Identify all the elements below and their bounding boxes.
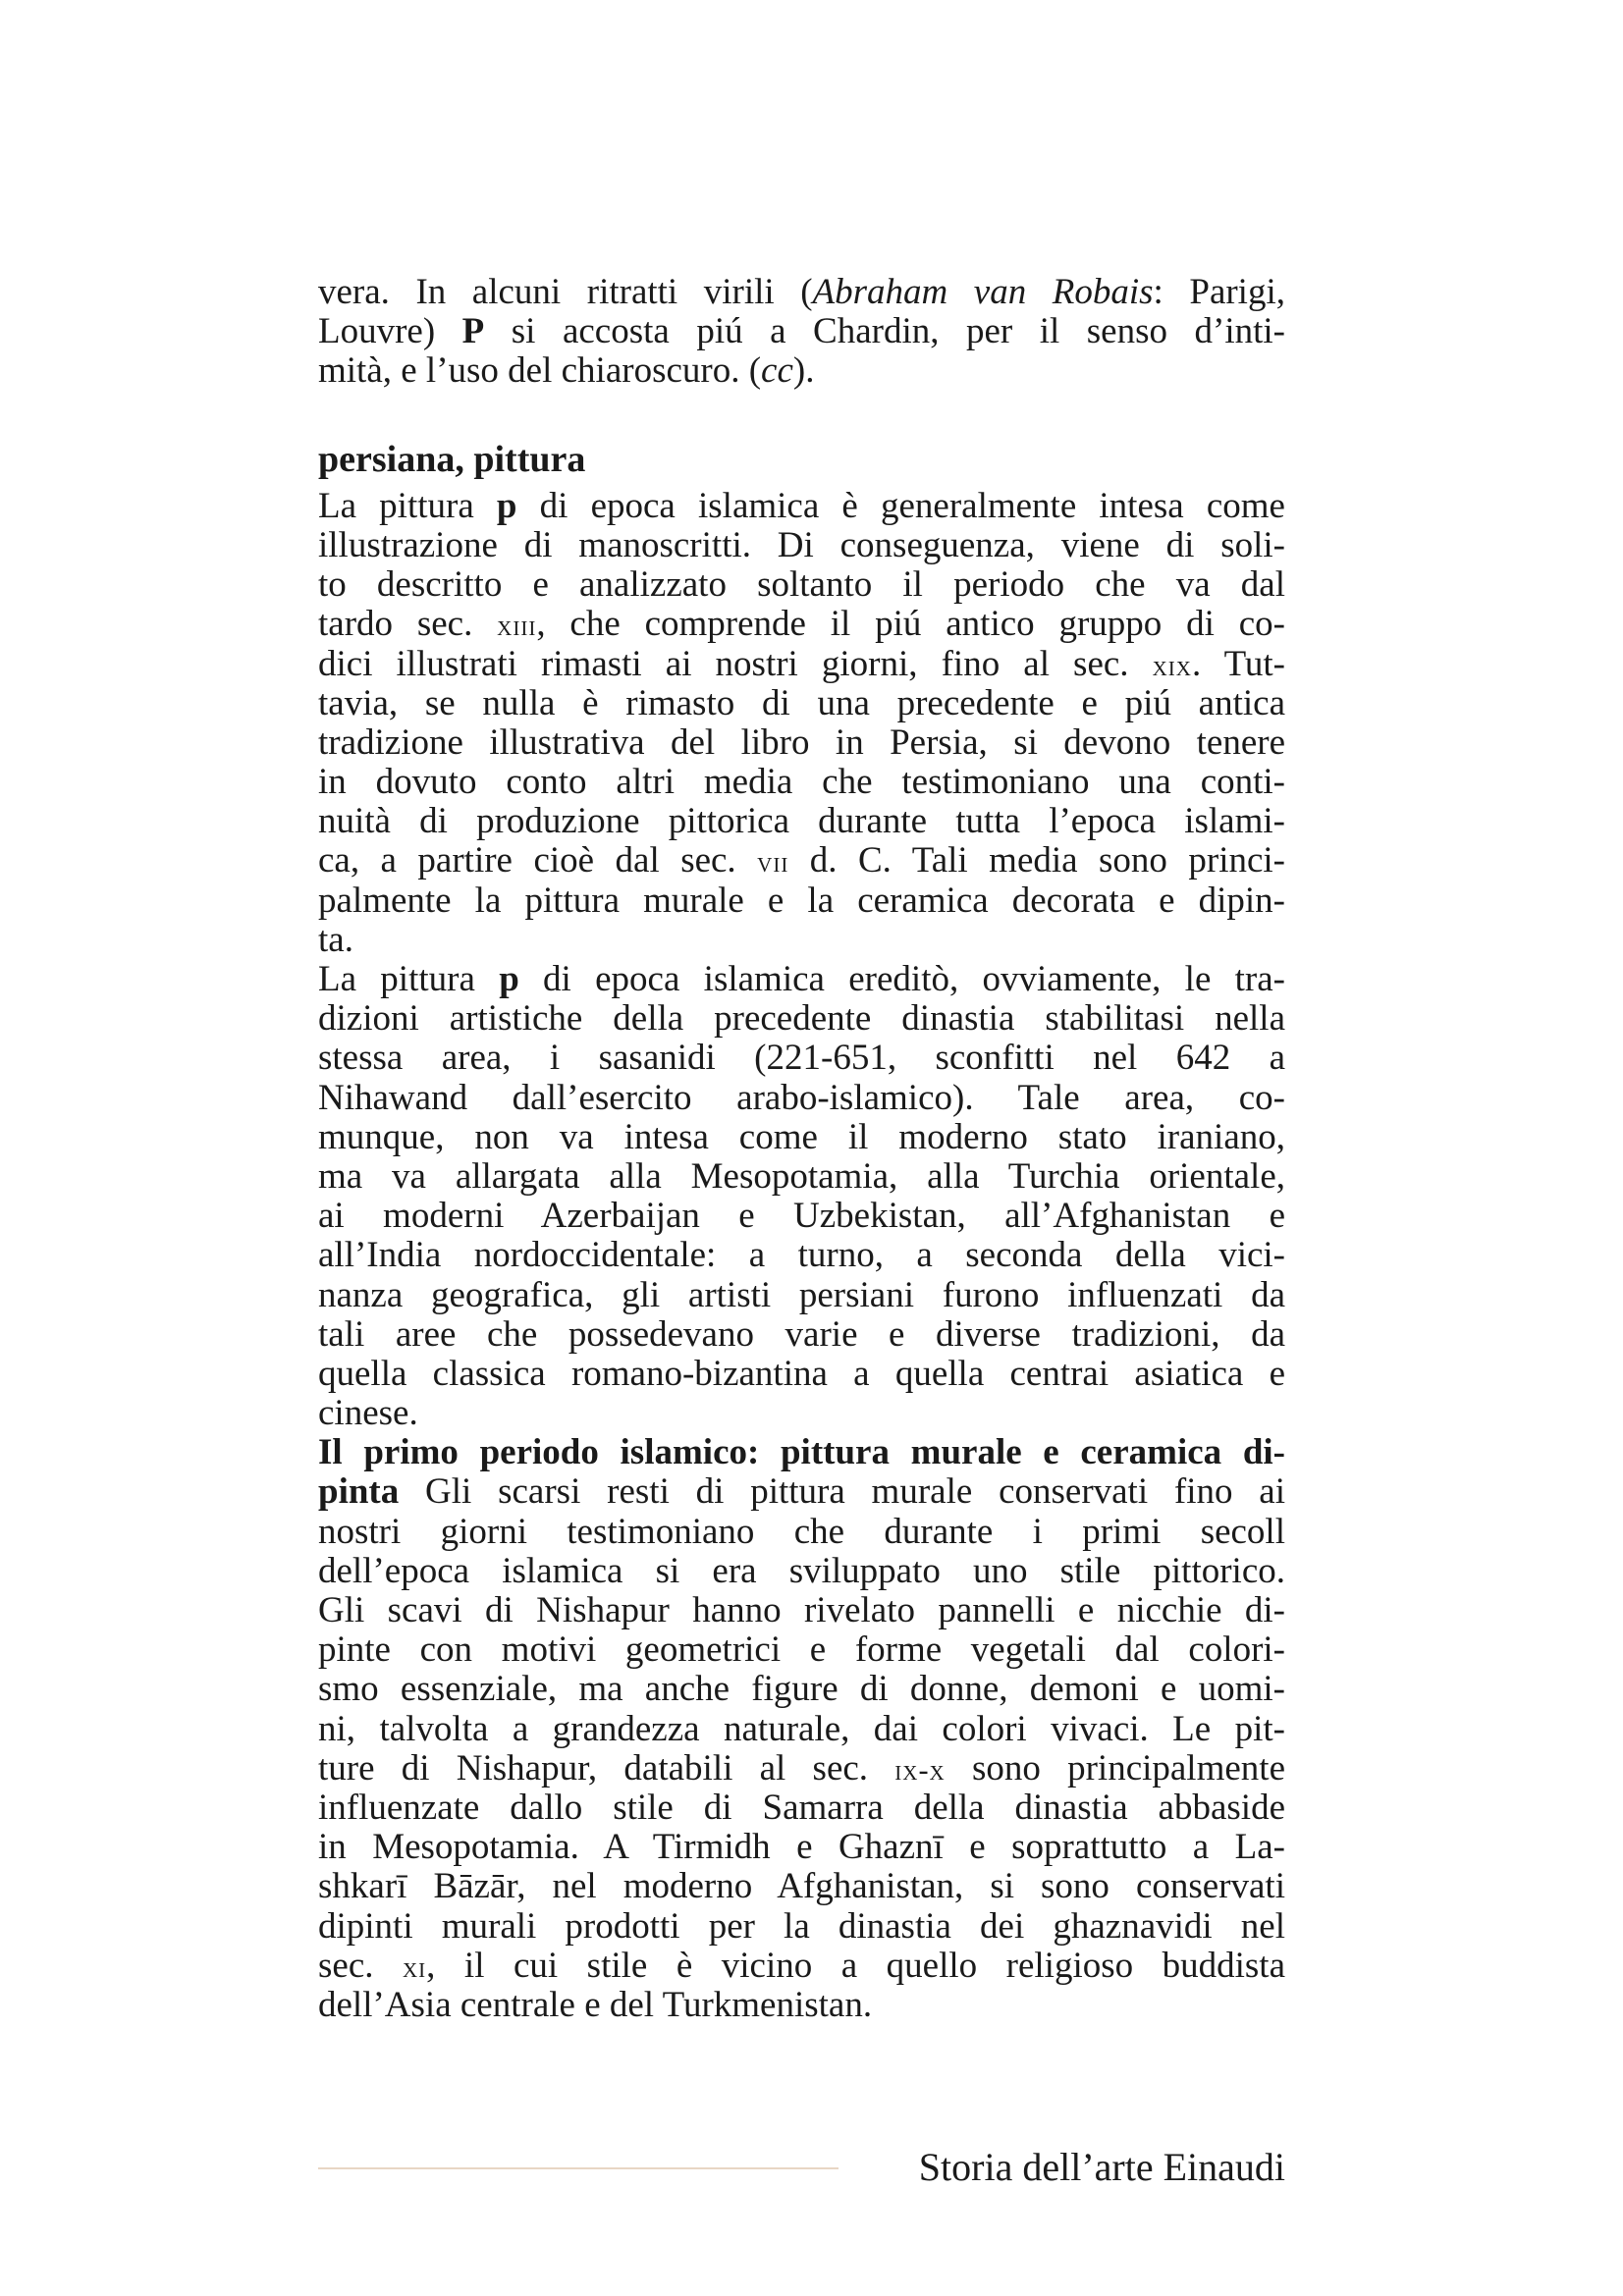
paragraph-2 [318, 960, 1285, 1433]
text-line: nostri giorni testimoniano che durante i primi secoll [318, 1511, 1285, 1552]
paragraph-1 [318, 487, 1285, 960]
section-heading [318, 1433, 1285, 1472]
text-line: nuità di produzione pittorica durante tutta l’epoca islami- [318, 801, 1285, 842]
text-line: dipinti murali prodotti per la dinastia dei ghaznavidi nel [318, 1905, 1285, 1947]
text-line: dizioni artistiche della precedente dinastia stabilitasi nella [318, 998, 1285, 1040]
page-footer [318, 2143, 1285, 2192]
text-line: dell’epoca islamica si era sviluppato uno stile pittorico. [318, 1550, 1285, 1591]
text-span: Gli scarsi resti di pittura murale conservati fino ai [399, 1471, 1285, 1513]
text-line: stessa area, i sasanidi (221-651, sconfitti nel 642 a [318, 1038, 1285, 1079]
text-line: illustrazione di manoscritti. Di conseguenza, viene di soli- [318, 524, 1285, 565]
text-line: ca, a partire cioè dal sec. vii d. C. Tali media sono princi- [318, 840, 1286, 881]
text-line: in Mesopotamia. A Tirmidh e Ghaznī e soprattutto a La- [318, 1827, 1285, 1868]
author-signature: cc [761, 350, 793, 392]
text-line [318, 1472, 1285, 1512]
bold-abbrev: p [499, 959, 519, 999]
footer-rule [318, 2167, 839, 2169]
text-line: ture di Nishapur, databili al sec. ix-x sono principalmente [318, 1747, 1285, 1789]
text-line: La pittura p di epoca islamica ereditò, ovviamente, le tra- [318, 959, 1285, 999]
century-numeral: vii [757, 845, 789, 880]
text-line: Nihawand dall’esercito arabo-islamico). Tale area, co- [318, 1077, 1285, 1118]
bold-abbrev: p [496, 485, 517, 526]
text-line: pinte con motivi geometrici e forme vegetali dal colori- [318, 1629, 1285, 1671]
century-numeral: ix-x [894, 1752, 946, 1787]
text-line: dell’Asia centrale e del Turkmenistan. [318, 1984, 873, 2025]
text-line: to descritto e analizzato soltanto il periodo che va dal [318, 564, 1285, 606]
paragraph-3 [318, 1433, 1285, 2025]
footer-title: Storia dell’arte Einaudi [918, 2145, 1285, 2189]
text-line: ni, talvolta a grandezza naturale, dai colori vivaci. Le pit- [318, 1708, 1285, 1749]
text-line: vera. In alcuni ritratti virili (Abraham van Robais: Parigi, [318, 272, 1285, 312]
text-line: all’India nordoccidentale: a turno, a seconda della vici- [318, 1235, 1285, 1276]
text-line: ta. [318, 919, 353, 960]
century-numeral: xi [403, 1949, 427, 1984]
text-line: palmente la pittura murale e la ceramica decorata e dipin- [318, 880, 1285, 921]
text-line: quella classica romano-bizantina a quella centrai asiatica e [318, 1353, 1285, 1394]
century-numeral: xix [1152, 648, 1192, 682]
text-line: sec. xi, il cui stile è vicino a quello religioso buddista [318, 1945, 1286, 1986]
text-line: tavia, se nulla è rimasto di una precedente e piú antica [318, 682, 1285, 723]
text-line: Louvre) P si accosta piú a Chardin, per il senso d’inti- [318, 311, 1285, 352]
text-line: smo essenziale, ma anche figure di donne, demoni e uomi- [318, 1669, 1285, 1710]
text-line: in dovuto conto altri media che testimoniano una conti- [318, 762, 1285, 803]
intro-paragraph [318, 273, 1285, 392]
text-line: tradizione illustrativa del libro in Persia, si devono tenere [318, 721, 1285, 763]
text-line: dici illustrati rimasti ai nostri giorni, fino al sec. xix. Tut- [318, 643, 1285, 684]
text-line: ma va allargata alla Mesopotamia, alla Turchia orientale, [318, 1155, 1285, 1197]
text-line: munque, non va intesa come il moderno stato iraniano, [318, 1116, 1285, 1157]
text-line: ai moderni Azerbaijan e Uzbekistan, all’Afghanistan e [318, 1196, 1285, 1237]
text-line: influenzate dallo stile di Samarra della dinastia abbaside [318, 1787, 1285, 1828]
text-line: nanza geografica, gli artisti persiani furono influenzati da [318, 1274, 1285, 1315]
text-line: tardo sec. xiii, che comprende il piú antico gruppo di co- [318, 604, 1285, 645]
section-heading-end: pinta [318, 1471, 400, 1513]
text-line: Gli scavi di Nishapur hanno rivelato pannelli e nicchie di- [318, 1590, 1285, 1630]
entry-heading: persiana, pittura [318, 438, 586, 480]
text-line: tali aree che possedevano varie e diverse tradizioni, da [318, 1313, 1285, 1355]
text-line: La pittura p di epoca islamica è generalmente intesa come [318, 485, 1285, 526]
text-line: shkarī Bāzār, nel moderno Afghanistan, si sono conservati [318, 1866, 1285, 1907]
page-body [318, 273, 1285, 2025]
italic-work-title: Abraham van Robais [812, 272, 1154, 312]
section-heading-text: Il primo periodo islamico: pittura murale e ceramica di- [318, 1432, 1285, 1473]
text-line: mità, e l’uso del chiaroscuro. (cc). [318, 350, 815, 392]
century-numeral: xiii [497, 609, 537, 643]
text-line: cinese. [318, 1393, 418, 1434]
bold-initial: P [461, 311, 485, 352]
